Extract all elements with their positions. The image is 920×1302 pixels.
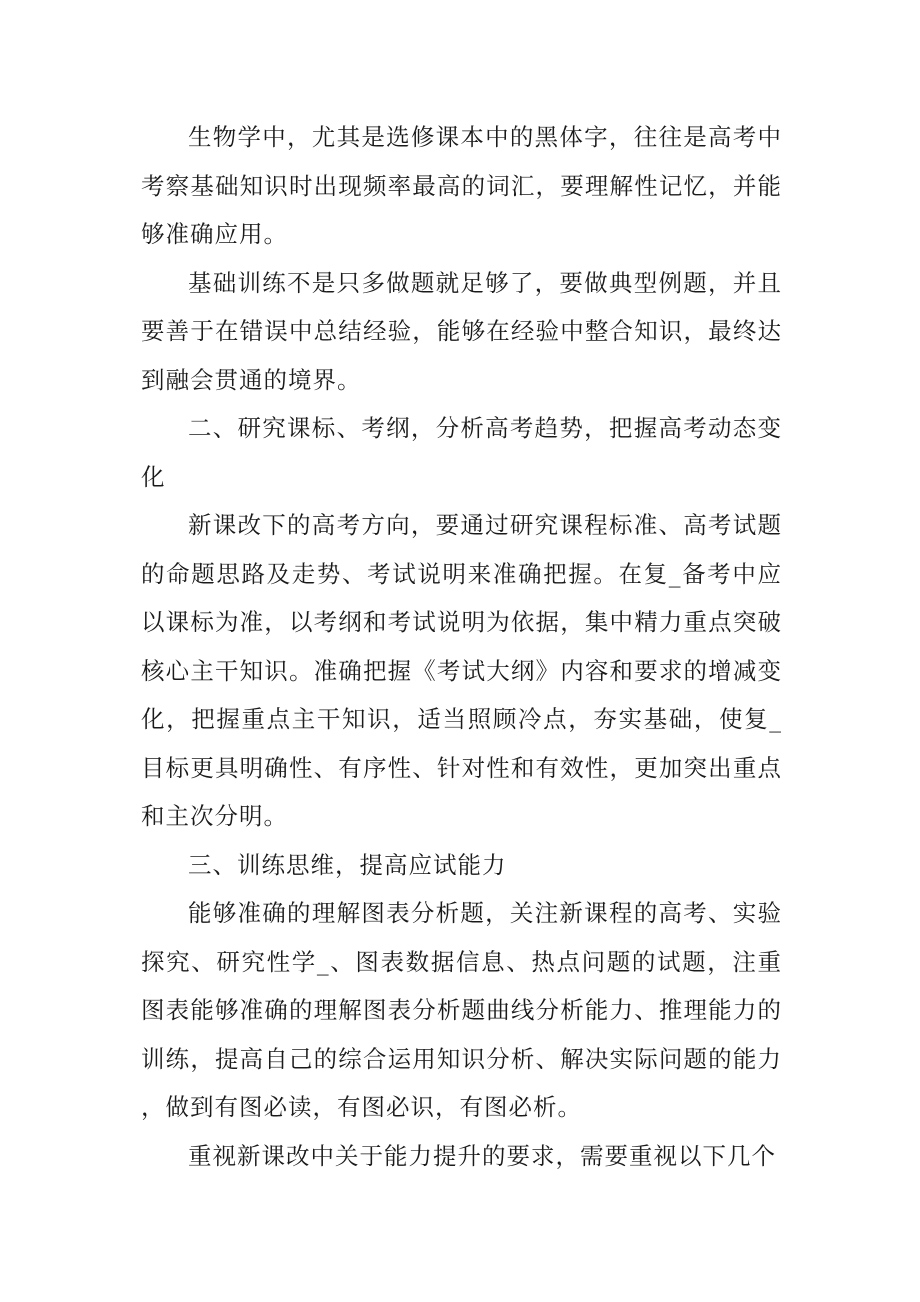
paragraph-basic-training: 基础训练不是只多做题就足够了，要做典型例题，并且要善于在错误中总结经验，能够在经验中整合知识，最终达到融会贯通的境界。 (141, 268, 782, 394)
paragraph-chart-analysis: 能够准确的理解图表分析题，关注新课程的高考、实验探究、研究性学_、图表数据信息、热点问题的试题，注重图表能够准确的理解图表分析题曲线分析能力、推理能力的训练，提高自己的综合运用知识分析、解决实际问题的能力，做到有图必读，有图必识，有图必析。 (141, 899, 782, 1121)
section-heading-2: 二、研究课标、考纲，分析高考趋势，把握高考动态变化 (141, 414, 782, 491)
paragraph-bold-terms: 生物学中，尤其是选修课本中的黑体字，往往是高考中考察基础知识时出现频率最高的词汇，要理解性记忆，并能够准确应用。 (141, 123, 782, 248)
paragraph-ability-requirements: 重视新课改中关于能力提升的要求，需要重视以下几个 (188, 1141, 776, 1170)
paragraph-new-curriculum: 新课改下的高考方向，要通过研究课程标准、高考试题的命题思路及走势、考试说明来准确把握。在复_备考中应以课标为准，以考纲和考试说明为依据，集中精力重点突破核心主干知识。准确把握《考试大纲》内容和要求的增减变化，把握重点主干知识，适当照顾冷点，夯实基础，使复_目标更具明确性、有序性、针对性和有效性，更加突出重点和主次分明。 (141, 511, 782, 830)
document-page (141, 113, 782, 1180)
section-heading-3: 三、训练思维，提高应试能力 (188, 850, 507, 879)
